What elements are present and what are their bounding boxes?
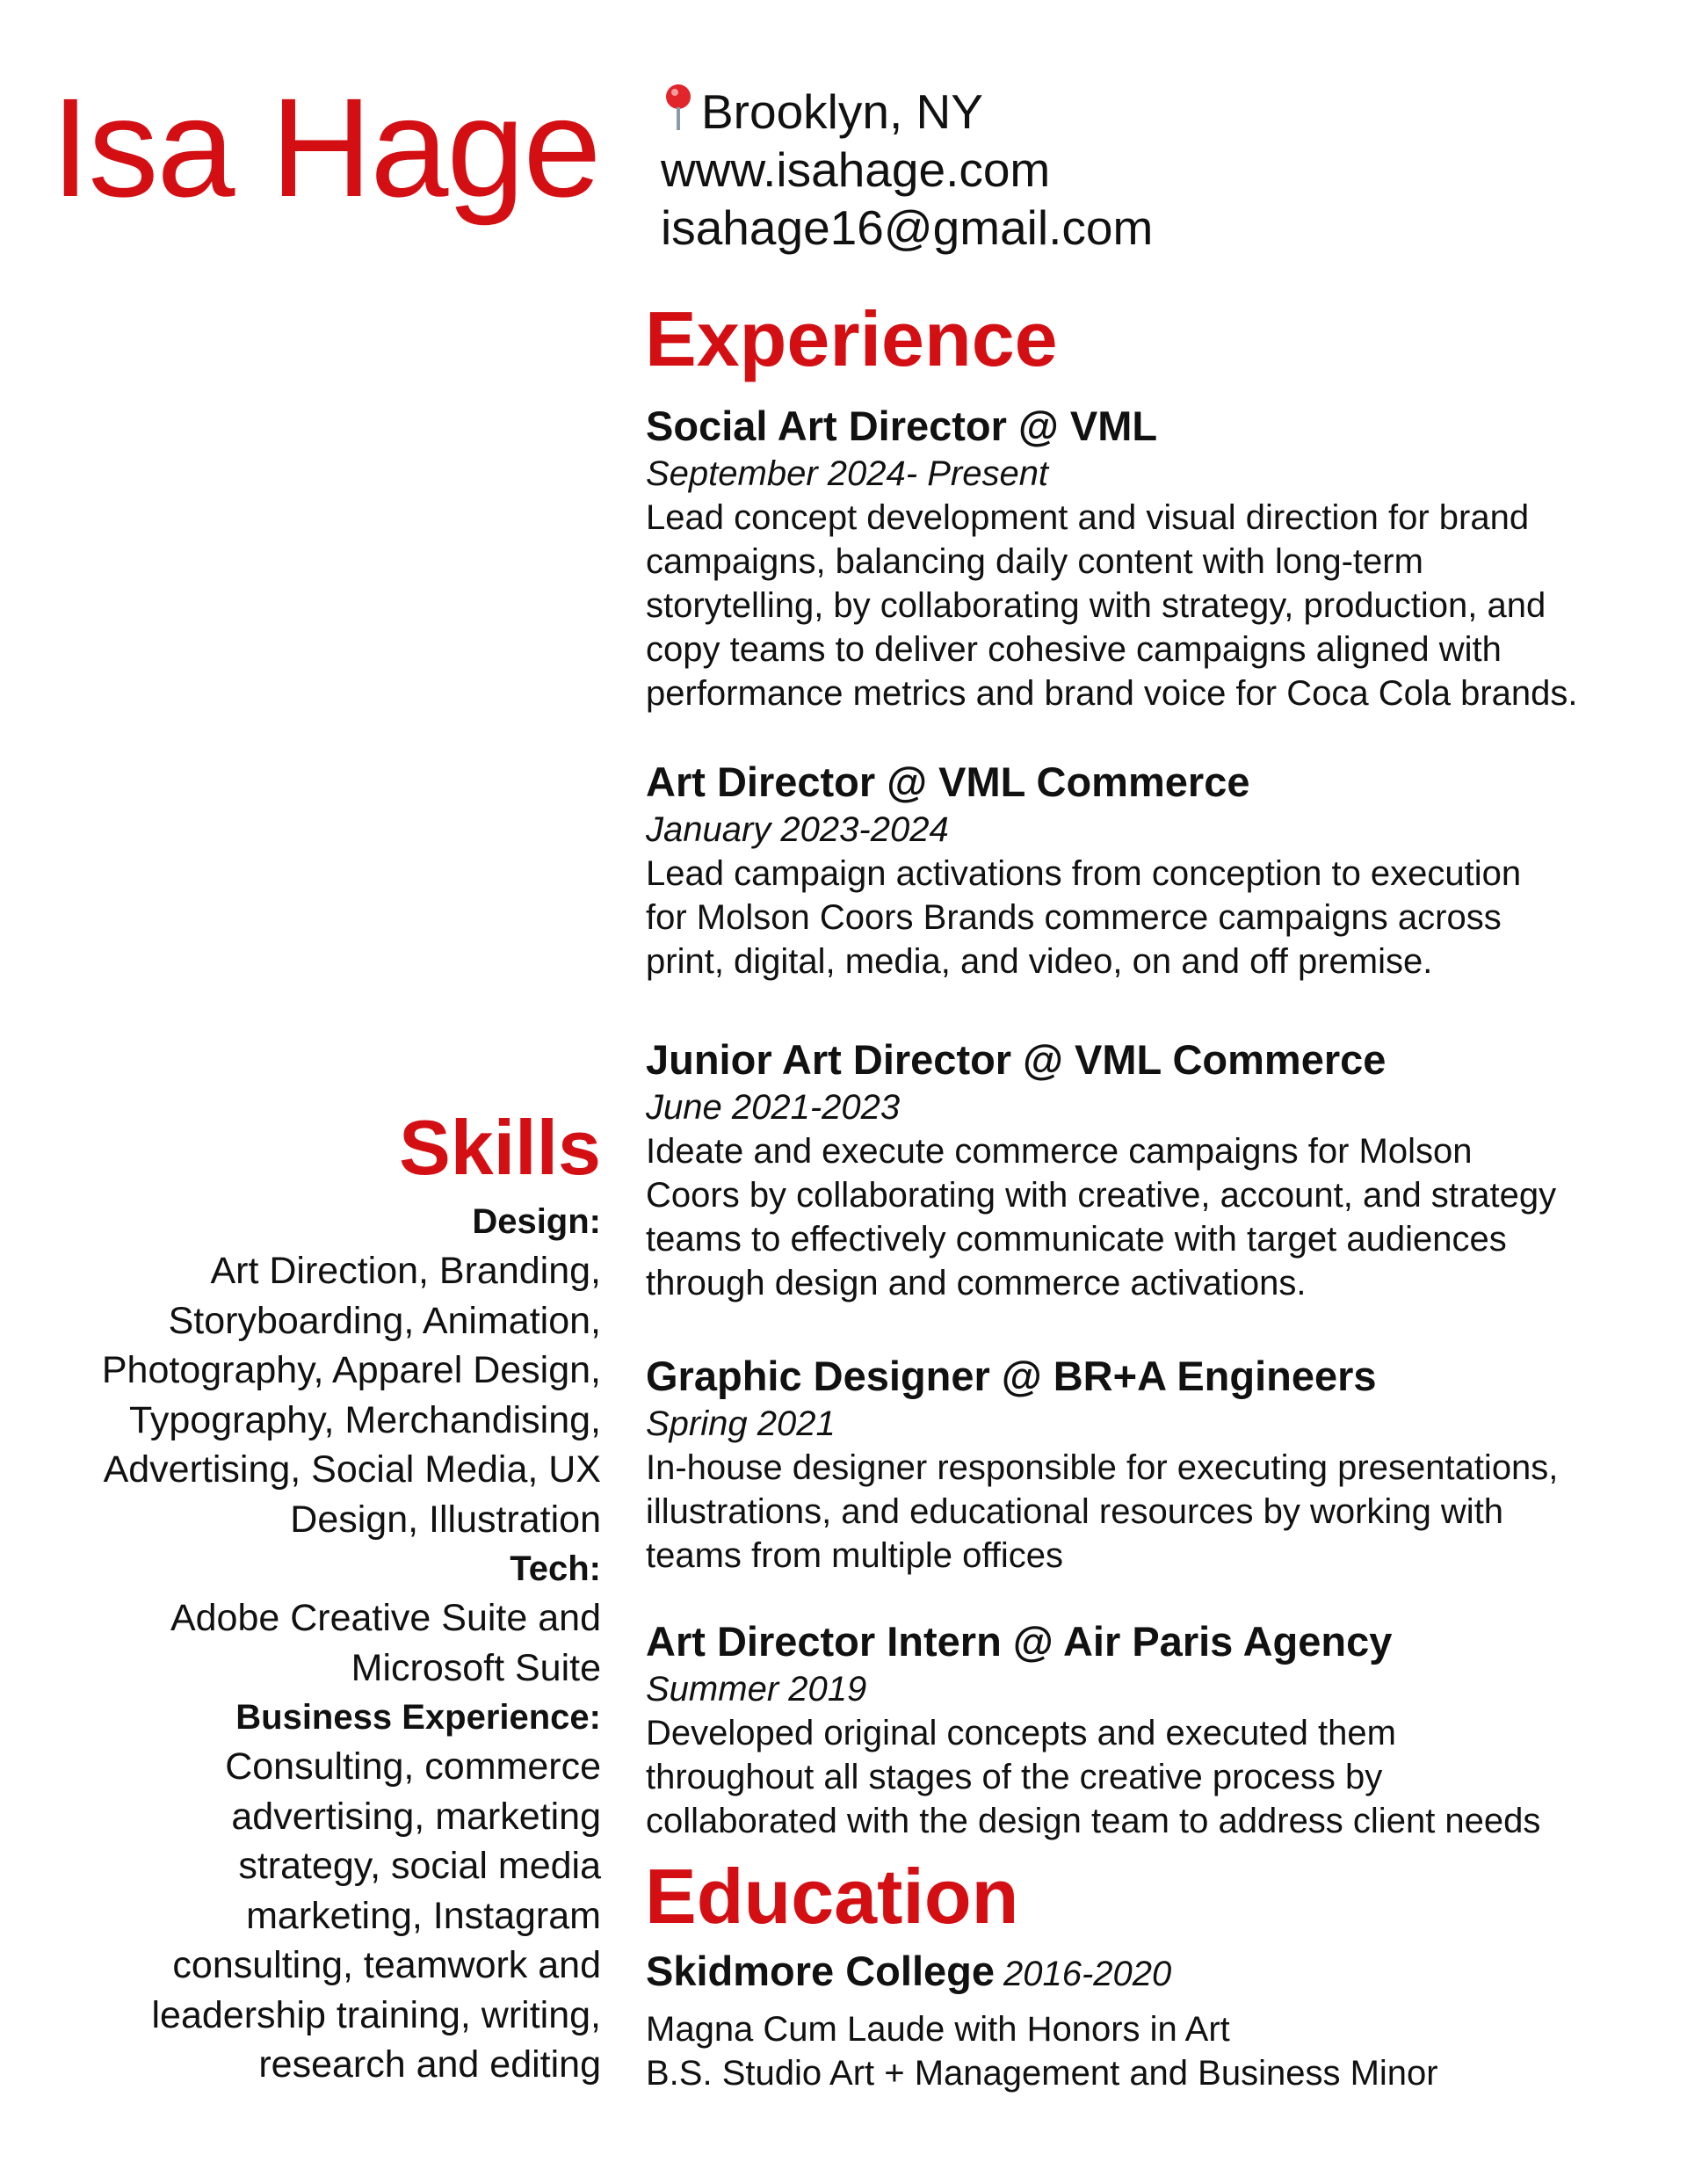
job-entry <box>646 1616 1674 1843</box>
job-description-line: storytelling, by collaborating with strategy, production, and <box>646 586 1546 625</box>
job-description-line: print, digital, media, and video, on and off premise. <box>646 942 1433 981</box>
job-date: September 2024- Present <box>646 454 1049 493</box>
skills-line: Microsoft Suite <box>351 1646 601 1689</box>
job-date: Spring 2021 <box>646 1404 836 1443</box>
job-date: June 2021-2023 <box>646 1088 901 1127</box>
school-line <box>646 1946 1438 2007</box>
location-pin-icon <box>661 83 696 132</box>
school-name: Skidmore College <box>646 1948 995 1994</box>
job-description <box>646 1129 1674 1305</box>
job-title: Junior Art Director @ VML Commerce <box>646 1036 1387 1083</box>
job-description-line: In-house designer responsible for executing presentations, <box>646 1448 1559 1487</box>
job-entry <box>646 757 1674 983</box>
job-title: Social Art Director @ VML <box>646 403 1158 449</box>
job-description-line: teams from multiple offices <box>646 1536 1063 1575</box>
school-years: 2016-2020 <box>1003 1955 1172 1993</box>
job-description-line: teams to effectively communicate with target audiences <box>646 1220 1507 1259</box>
skills-line: advertising, marketing <box>231 1795 601 1838</box>
job-description-line: Coors by collaborating with creative, account, and strategy <box>646 1176 1557 1215</box>
skills-category-label: Business Experience: <box>235 1698 601 1737</box>
job-description-line: Ideate and execute commerce campaigns for Molson <box>646 1132 1473 1171</box>
location-line <box>661 83 1153 141</box>
skills-list <box>0 1246 601 1544</box>
job-entry <box>646 1351 1674 1578</box>
skills-line: research and editing <box>258 2043 601 2086</box>
experience-heading: Experience <box>645 295 1058 382</box>
job-date: January 2023-2024 <box>646 810 949 849</box>
skills-list <box>0 1593 601 1693</box>
job-description-line: performance metrics and brand voice for Coca Cola brands. <box>646 674 1578 713</box>
job-description <box>646 496 1674 715</box>
job-description-line: throughout all stages of the creative process by <box>646 1758 1383 1796</box>
skills-line: consulting, teamwork and <box>172 1944 601 1986</box>
skills-list <box>0 1742 601 2090</box>
job-description-line: illustrations, and educational resources by working with <box>646 1492 1504 1531</box>
job-description-line: Developed original concepts and executed them <box>646 1714 1396 1752</box>
skills-line: Typography, Merchandising, <box>129 1398 601 1441</box>
job-description-line: Lead concept development and visual direction for brand <box>646 498 1530 537</box>
job-description-line: campaigns, balancing daily content with long-term <box>646 542 1423 581</box>
education-detail: Magna Cum Laude with Honors in Art <box>646 2010 1230 2049</box>
skills-category-label: Design: <box>472 1202 601 1241</box>
job-description-line: Lead campaign activations from conception to execution <box>646 854 1522 893</box>
job-title: Graphic Designer @ BR+A Engineers <box>646 1353 1377 1399</box>
skills-line: Consulting, commerce <box>225 1745 601 1788</box>
skills-line: Advertising, Social Media, UX <box>103 1448 601 1491</box>
skills-heading: Skills <box>399 1104 601 1191</box>
education-heading: Education <box>645 1853 1019 1940</box>
skills-line: Storyboarding, Animation, <box>168 1299 601 1342</box>
email-link[interactable]: isahage16@gmail.com <box>661 200 1154 255</box>
skills-line: Adobe Creative Suite and <box>170 1597 601 1639</box>
skills-line: leadership training, writing, <box>151 1993 601 2036</box>
skills-line: marketing, Instagram <box>246 1894 601 1937</box>
job-entry <box>646 401 1674 715</box>
job-date: Summer 2019 <box>646 1670 867 1709</box>
job-title: Art Director @ VML Commerce <box>646 758 1250 805</box>
education-detail: B.S. Studio Art + Management and Business Minor <box>646 2054 1438 2093</box>
skills-line: Photography, Apparel Design, <box>101 1349 601 1391</box>
job-description-line: copy teams to deliver cohesive campaigns aligned with <box>646 630 1502 669</box>
job-entry <box>646 1034 1674 1305</box>
skills-line: Art Direction, Branding, <box>210 1250 601 1292</box>
job-description-line: through design and commerce activations. <box>646 1264 1307 1302</box>
skills-block <box>0 1197 601 2090</box>
education-entry <box>646 1946 1438 2095</box>
job-description <box>646 1711 1674 1843</box>
skills-line: Design, Illustration <box>290 1498 601 1541</box>
skills-line: strategy, social media <box>238 1845 601 1887</box>
contact-block <box>661 83 1153 257</box>
job-title: Art Director Intern @ Air Paris Agency <box>646 1618 1393 1665</box>
job-description <box>646 1446 1674 1578</box>
job-description-line: collaborated with the design team to address client needs <box>646 1802 1541 1840</box>
job-description-line: for Molson Coors Brands commerce campaigns across <box>646 898 1502 937</box>
website-link[interactable]: www.isahage.com <box>661 142 1051 197</box>
skills-category-label: Tech: <box>510 1549 601 1588</box>
job-description <box>646 852 1674 983</box>
name-heading: Isa Hage <box>51 69 600 226</box>
location-text: Brooklyn, NY <box>701 84 983 139</box>
